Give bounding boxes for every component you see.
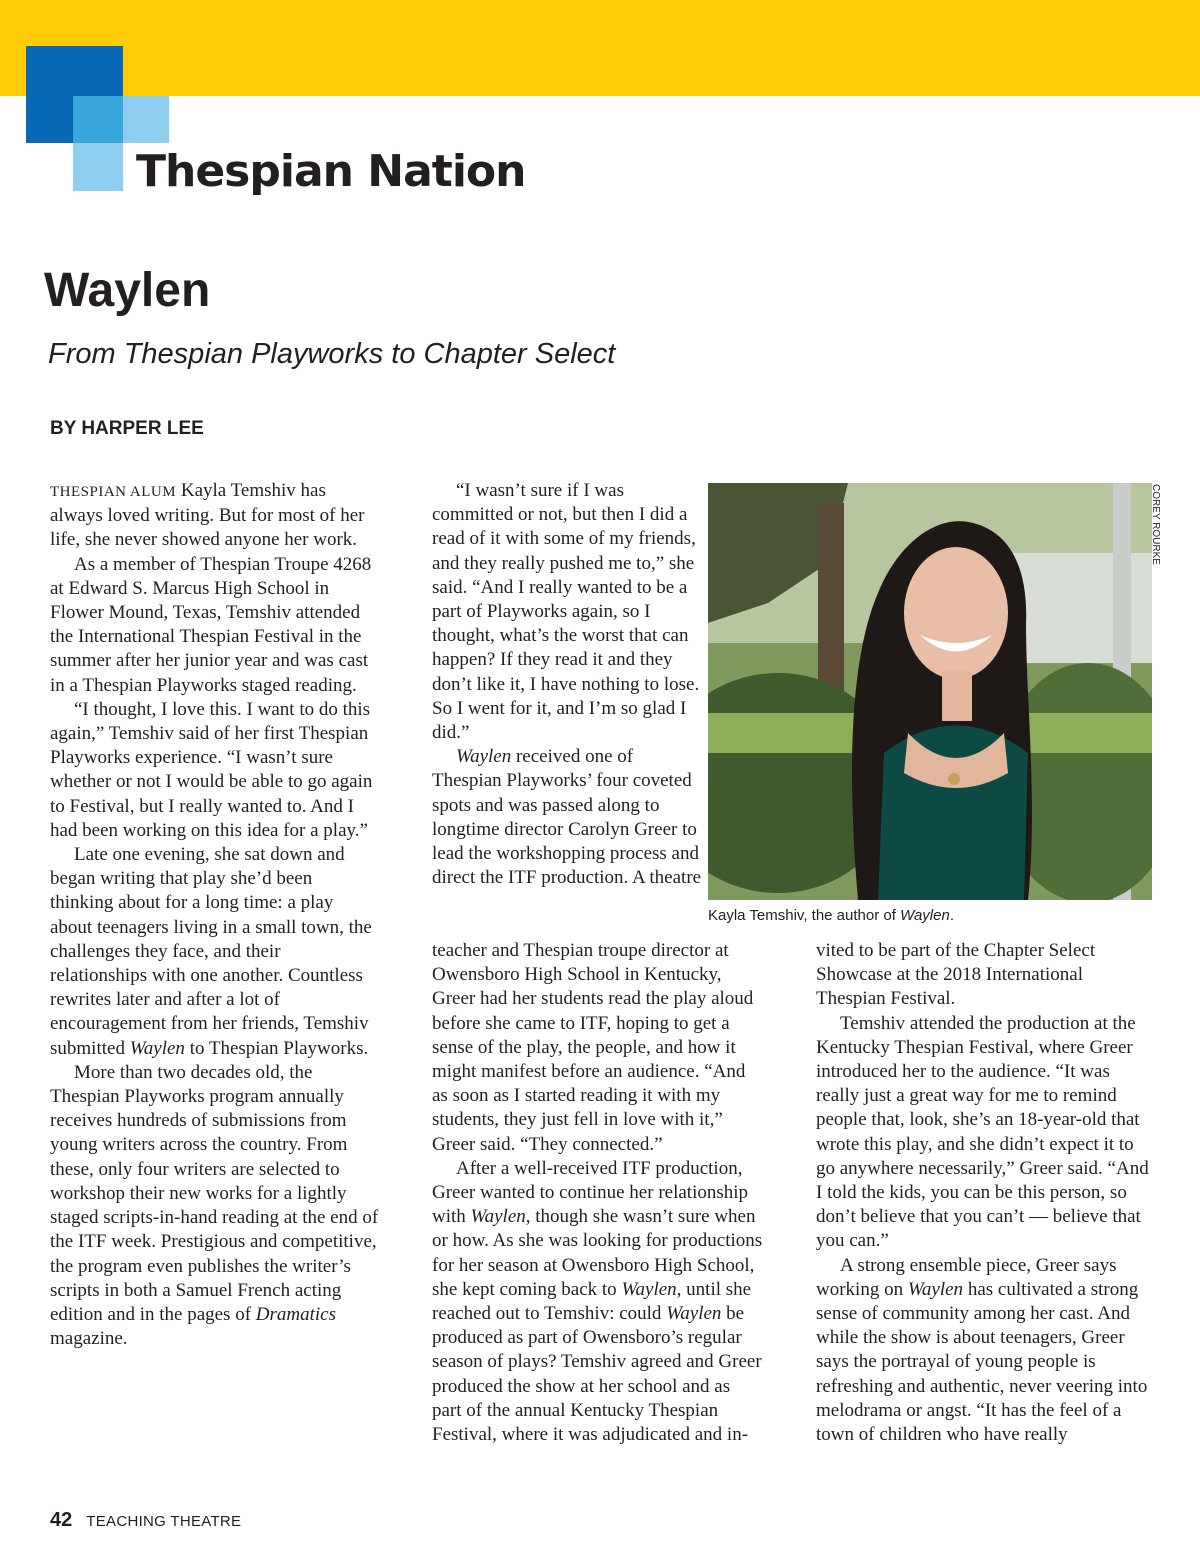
section-title: Thespian Nation bbox=[136, 146, 526, 197]
publication-name: TEACHING THEATRE bbox=[86, 1513, 242, 1530]
article-title: Waylen bbox=[44, 264, 211, 317]
play-title: Waylen bbox=[666, 1303, 722, 1325]
decorative-square-light-lower bbox=[73, 143, 123, 191]
paragraph: A strong ensemble piece, Greer says working on Waylen has cultivated a strong sense of community among her cast. And while the show is about teenagers, Greer says the portrayal of young people is refreshing and authentic, never veering into melodrama or angst. “It has the feel of a town of children who have really bbox=[816, 1254, 1148, 1446]
paragraph: “I wasn’t sure if I was committed or not, but then I did a read of it with some of my friends, and they really pushed me to,” she said. “And I really wanted to be a part of Playworks again, so I thought, what’s the worst that can happen? If they read it and they don’t like it, I have nothing to lose. So I went for it, and I’m so glad I did.” bbox=[432, 480, 700, 744]
page-number: 42 bbox=[50, 1509, 73, 1531]
column-2-upper bbox=[432, 479, 702, 890]
paragraph: Late one evening, she sat down and began writing that play she’d been thinking about for a long time: a play about teenagers living in a small town, the challenges they face, and their relationships with one another. Countless rewrites later and after a lot of encouragement from her friends, Temshiv submitted Waylen to Thespian Playworks. bbox=[50, 844, 372, 1059]
play-title: Waylen bbox=[907, 1278, 964, 1300]
photo-credit: COREY ROURKE bbox=[1150, 484, 1161, 565]
header-color-band bbox=[0, 0, 1200, 96]
article-deck: From Thespian Playworks to Chapter Select bbox=[48, 338, 616, 370]
play-title: Waylen bbox=[456, 746, 512, 768]
paragraph: Waylen received one of Thespian Playworks’ four coveted spots and was passed along to longtime director Carolyn Greer to lead the workshopping process and direct the ITF production. A theatre bbox=[432, 746, 702, 889]
play-title: Waylen bbox=[621, 1278, 677, 1300]
paragraph: teacher and Thespian troupe director at Owensboro High School in Kentucky, Greer had her students read the play aloud before she came to ITF, hoping to get a sense of the play, the people, and how it might manifest before an audience. “And as soon as I started reading it with my students, they just fell in love with it,” Greer said. “They connected.” bbox=[432, 940, 754, 1155]
paragraph: As a member of Thespian Troupe 4268 at Edward S. Marcus High School in Flower Mound, Texas, Temshiv attended the International Thespian Festival in the summer after her junior year and was cast in a Thespian Playworks staged reading. bbox=[50, 553, 372, 696]
paragraph: Temshiv attended the production at the Kentucky Thespian Festival, where Greer introduced her to the audience. “It was really just a great way for me to remind people that, look, she’s an 18-year-old that wrote this play, and she didn’t expect it to go anywhere necessarily,” Greer said. “And I told the kids, you can be this person, so don’t believe that you can’t — believe that you can.” bbox=[816, 1012, 1149, 1252]
decorative-square-light bbox=[123, 96, 169, 143]
page-footer bbox=[50, 1509, 241, 1532]
paragraph: vited to be part of the Chapter Select Showcase at the 2018 International Thespian Festival. bbox=[816, 940, 1096, 1010]
paragraph: THESPIAN ALUM Kayla Temshiv has always loved writing. But for most of her life, she never showed anyone her work. bbox=[50, 480, 365, 551]
portrait-illustration bbox=[708, 483, 1152, 900]
play-title: Waylen bbox=[129, 1037, 185, 1059]
paragraph: “I thought, I love this. I want to do this again,” Temshiv said of her first Thespian Playworks experience. “I wasn’t sure whether or not I would be able to go again to Festival, but I really wanted to. And I had been working on this idea for a play.” bbox=[50, 698, 373, 841]
column-1 bbox=[50, 479, 380, 1351]
paragraph: After a well-received ITF production, Greer wanted to continue her relationship with Waylen, though she wasn’t sure when or how. As she was looking for productions for her season at Owensboro High School, she kept coming back to Waylen, until she reached out to Temshiv: could Waylen be produced as part of Owensboro’s regular season of plays? Temshiv agreed and Greer produced the show at her school and as part of the annual Kentucky Thespian Festival, where it was adjudicated and in- bbox=[432, 1157, 763, 1446]
magazine-title: Dramatics bbox=[255, 1303, 337, 1325]
lead-in: THESPIAN ALUM bbox=[50, 484, 177, 500]
column-3 bbox=[816, 939, 1152, 1447]
byline: BY HARPER LEE bbox=[50, 418, 204, 439]
caption-play-title: Waylen bbox=[900, 907, 950, 924]
author-photo bbox=[708, 483, 1152, 900]
paragraph: More than two decades old, the Thespian Playworks program annually receives hundreds of submissions from young writers across the country. From these, only four writers are selected to workshop their new works for a lightly staged scripts-in-hand reading at the end of the ITF week. Prestigious and competitive, the program even publishes the writer’s scripts in both a Samuel French acting edition and in the pages of Dramatics magazine. bbox=[50, 1061, 379, 1350]
photo-caption: Kayla Temshiv, the author of Waylen. bbox=[708, 907, 954, 924]
column-2-lower bbox=[432, 939, 764, 1447]
play-title: Waylen bbox=[470, 1206, 526, 1228]
